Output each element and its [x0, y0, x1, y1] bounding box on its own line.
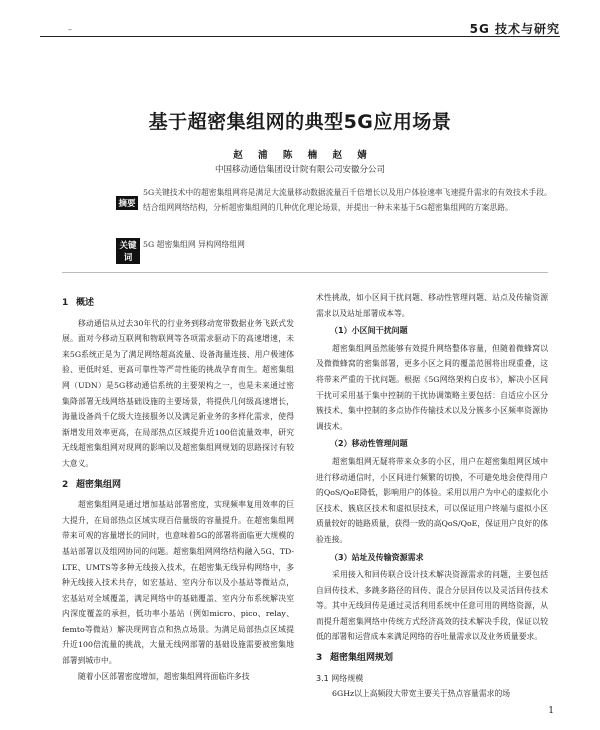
header-mark: – [68, 25, 72, 34]
header-section-label: 5G 技术与研究 [469, 22, 560, 36]
body-paragraph: 超密集组网是通过增加基站部署密度，实现频率复用效率的巨大提升，在局部热点区域实现百倍量级的容量提升。在超密集组网带来可观的容量增长的同时，也意味着5G的部署将面临更大规模的基站部署以及组网协同的问题。超密集组网网络结构融入5G、TD-LTE、UMTS等多种无线接入技术，在超密集无线异构网络中，多种无线接入技术共存，如宏基站、室内分布以及小基站等微站点，宏基站对全域覆盖，满足网络中的基础覆盖、室内分布系统解决室内深度覆盖的承担，低功率小基站（例如micro、pico、relay、femto等微站）解决现网盲点和热点场景。为满足局部热点区域提升近100倍流量的挑战，大量无线网部署的基础设施需要被密集地部署到城市中。 [62, 500, 294, 666]
abstract-text: 5G关键技术中的超密集组网将是满足大流量移动数据流量百千倍增长以及用户体验速率飞速提升需求的有效技术手段。结合组网网络结构，分析超密集组网的几种优化理论场景，并提出一种未来基于5G超密集组网的方案思路。 [143, 188, 552, 212]
body-paragraph: 6GHz以上高频段大带宽主要关于热点容量需求的场 [332, 689, 511, 699]
paper-affiliation: 中国移动通信集团设计院有限公司安徽分公司 [214, 165, 385, 175]
body-paragraph: 超密集组网无疑将带来众多的小区，用户在超密集组网区域中进行移动通信时，小区间进行频繁的切换，不可避免地会使得用户的QoS/QoE降低，影响用户的体验。采用以用户为中心的虚拟化小区技术、簇底区技术和虚拟层技术，可以保证用户终端与虚拟小区质量较好的链路质量，获得一致的高QoS/QoE，保证用户良好的体验连接。 [316, 456, 548, 544]
abstract-label: 摘要 [116, 196, 138, 210]
subsection-heading: （1）小区间干扰问题 [330, 326, 408, 336]
section-heading [62, 296, 294, 312]
section-title: 超密集组网规划 [330, 653, 394, 664]
body-paragraph: 移动通信从过去30年代的行业务到移动宽带数据业务飞跃式发展。面对今移动互联网和物联网等各项需求驱动下的高速增速，未来5G系统正是为了满足网络超高流量、设备海量连接、用户极速体验、更低时延、更高可靠性等严苛性能的挑战孕育而生。超密集组网（UDN）是5G移动通信系统的主要架构之一，也是未来通过密集降部署无线网络基础设施的主要场景，将提供几何级高速增长，海量设备尚千亿级大连接服务以及满足新业务的多样化需求，使得渐增发用效率更高，在局部热点区域提升近100倍流量效率，研究无线超密集组网对现网的影响以及超密集组网规划的思路探讨有较大意义。 [62, 318, 294, 468]
keywords-text: 5G 超密集组网 异构网络组网 [143, 240, 245, 249]
page-number: 1 [548, 706, 554, 716]
section-title: 概述 [76, 298, 95, 308]
keywords-label: 关键词 [116, 238, 140, 264]
paper-title: 基于超密集组网的典型5G应用场景 [148, 111, 452, 133]
body-paragraph: 术性挑战，如小区间干扰问题、移动性管理问题、站点及传输资源需求以及站址部署成本等。 [316, 293, 548, 318]
subsection-heading: 3.1 网络规模 [316, 673, 364, 683]
body-paragraph: 随着小区部署密度增加，超密集组网将面临许多技 [78, 671, 250, 681]
subsection-heading: （3）站址及传输资源需求 [330, 552, 424, 562]
section-title: 超密集组网 [76, 479, 122, 490]
paper-authors: 赵 浦 陈 楠 赵 婧 [233, 150, 367, 161]
body-paragraph: 采用接入和回传联合设计技术解决资源需求的问题，主要包括自回传技术、多跳多路径的回传、混合分层回传以及灵活回传技术等。其中无线回传是通过灵活利用系统中任意可用的网络资源，从而提升超密集网络中传统方式经济高效的技术解决手段，保证以较低的部署和运营成本来满足网络的吞吐量需求以及业务质量要求。 [316, 570, 548, 642]
section-number: 1 [62, 298, 69, 308]
subsection-heading: （2）移动性管理问题 [330, 439, 408, 449]
section-heading [62, 478, 294, 494]
section-heading [316, 651, 548, 667]
section-number: 3 [316, 653, 323, 664]
body-column-left [62, 290, 294, 684]
abstract-divider [62, 272, 548, 273]
body-paragraph: 超密集组网虽然能够有效提升网络整体容量，但随着微蜂窝以及微微蜂窝的密集部署，更多小区之间的覆盖范围将出现重叠，这将带来严重的干扰问题。根据《5G网络架构白皮书》，解决小区间干扰可采用基于集中控制的干扰协调策略主要包括：自适应小区分簇技术、集中控制的多点协作传输技术以及分簇多小区频率资源协调技术。 [316, 343, 548, 431]
section-number: 2 [62, 479, 69, 490]
body-column-right [316, 290, 548, 702]
